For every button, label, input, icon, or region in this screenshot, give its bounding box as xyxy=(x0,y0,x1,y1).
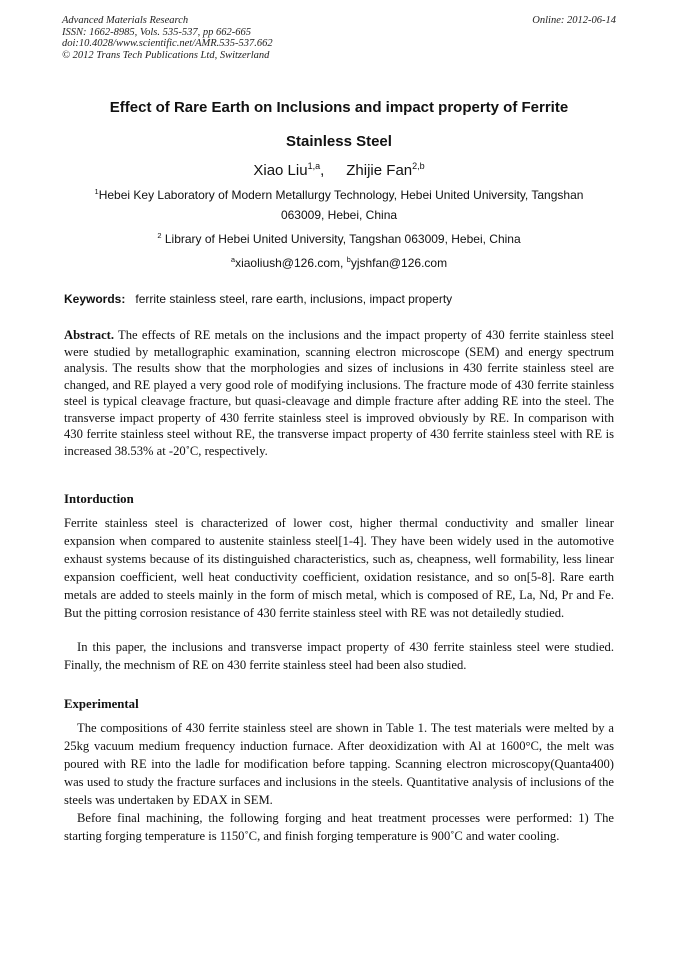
experimental-heading: Experimental xyxy=(64,697,139,711)
abstract-label: Abstract. xyxy=(64,328,115,342)
paper-title xyxy=(62,91,616,159)
introduction-heading: Intorduction xyxy=(64,492,134,506)
email-line xyxy=(80,250,598,273)
experimental-paragraph-1: The compositions of 430 ferrite stainless steel are shown in Table 1. The test materials were melted by a 25kg vacuum medium frequency induction furnace. After deoxidization with Al at 1600°C, the melt was poured with RE into the ladle for modification before tapping. Scanning electron microscopy(Quanta400) was used to study the fracture surfaces and inclusions in the steels. Quantitative analysis of inclusions of the steels was undertaken by EDAX in SEM. xyxy=(64,721,614,807)
abstract-text: The effects of RE metals on the inclusions and the impact property of 430 ferrite stainless steel were studied by metallographic examination, scanning electron microscope (SEM) and energy spectrum analysis. The results show that the morphologies and sizes of inclusions in 430 ferrite stainless steel are changed, and RE played a very good role of modifying inclusions. The fracture mode of 430 ferrite stainless steel is typical cleavage fracture, but quasi-cleavage and dimple fracture after adding RE into the steel. The transverse impact property of 430 ferrite stainless steel is improved obviously by RE. In comparison with 430 ferrite stainless steel without RE, the transverse impact property of 430 ferrite stainless steel with RE is increased 38.53% at -20˚C, respectively. xyxy=(64,328,614,458)
affiliation-1 xyxy=(80,182,598,225)
author-1-name: Xiao Liu xyxy=(253,162,308,179)
copyright-line: © 2012 Trans Tech Publications Ltd, Switzerland xyxy=(62,49,270,61)
journal-name: Advanced Materials Research xyxy=(62,15,189,26)
experimental-paragraph-2: Before final machining, the following forging and heat treatment processes were performed: 1) The starting forging temperature is 1150˚C, and finish forging temperature is 900˚C and water cooling. xyxy=(64,811,614,843)
author-2-name: Zhijie Fan xyxy=(346,162,413,179)
keywords xyxy=(64,290,616,308)
issn-line: ISSN: 1662-8985, Vols. 535-537, pp 662-665 xyxy=(62,26,251,38)
title-line-2: Stainless Steel xyxy=(286,133,392,150)
email-a[interactable]: xiaoliush@126.com, xyxy=(235,256,347,270)
email-b-sup: b xyxy=(346,255,351,264)
affiliation-1-sup: 1 xyxy=(94,187,99,196)
email-a-sup: a xyxy=(230,255,236,264)
affiliation-2-sup: 2 xyxy=(157,231,162,240)
affiliation-2-text: Library of Hebei United University, Tangshan 063009, Hebei, China xyxy=(161,232,521,246)
online-date: Online: 2012-06-14 xyxy=(532,15,616,26)
introduction-paragraph-1: Ferrite stainless steel is characterized of lower cost, higher thermal conductivity and smaller linear expansion when compared to austenite stainless steel[1-4]. They have been widely used in the automotive exhaust systems because of its distinguished characteristics, such as, cheapness, well formability, less linear expansion coefficient, well heat conductivity coefficient, oxidation resistance, and so on[5-8]. Rare earth metals are added to steels mainly in the form of misch metal, which is composed of RE, La, Nd, Pr and Fe. But the pitting corrosion resistance of 430 ferrite stainless steel with RE was not detailedly studied. xyxy=(64,516,614,620)
keywords-label: Keywords: xyxy=(64,292,126,306)
affiliation-1-text: Hebei Key Laboratory of Modern Metallurgy Technology, Hebei United University, Tangshan 063009, Hebei, China xyxy=(98,188,584,222)
author-1-sup: 1,a xyxy=(307,161,321,171)
affiliation-2 xyxy=(80,226,598,249)
doi-line[interactable]: doi:10.4028/www.scientific.net/AMR.535-537.662 xyxy=(62,38,273,49)
author-list xyxy=(62,156,616,181)
abstract xyxy=(64,327,614,459)
author-separator: , xyxy=(320,162,325,179)
author-2-sup: 2,b xyxy=(412,161,425,171)
title-line-1: Effect of Rare Earth on Inclusions and impact property of Ferrite xyxy=(109,99,569,116)
email-b[interactable]: yjshfan@126.com xyxy=(350,256,448,270)
introduction-paragraph-2: In this paper, the inclusions and transverse impact property of 430 ferrite stainless steel were studied. Finally, the mechnism of RE on 430 ferrite stainless steel had been also studied. xyxy=(64,640,614,672)
keywords-text: ferrite stainless steel, rare earth, inclusions, impact property xyxy=(135,292,453,306)
